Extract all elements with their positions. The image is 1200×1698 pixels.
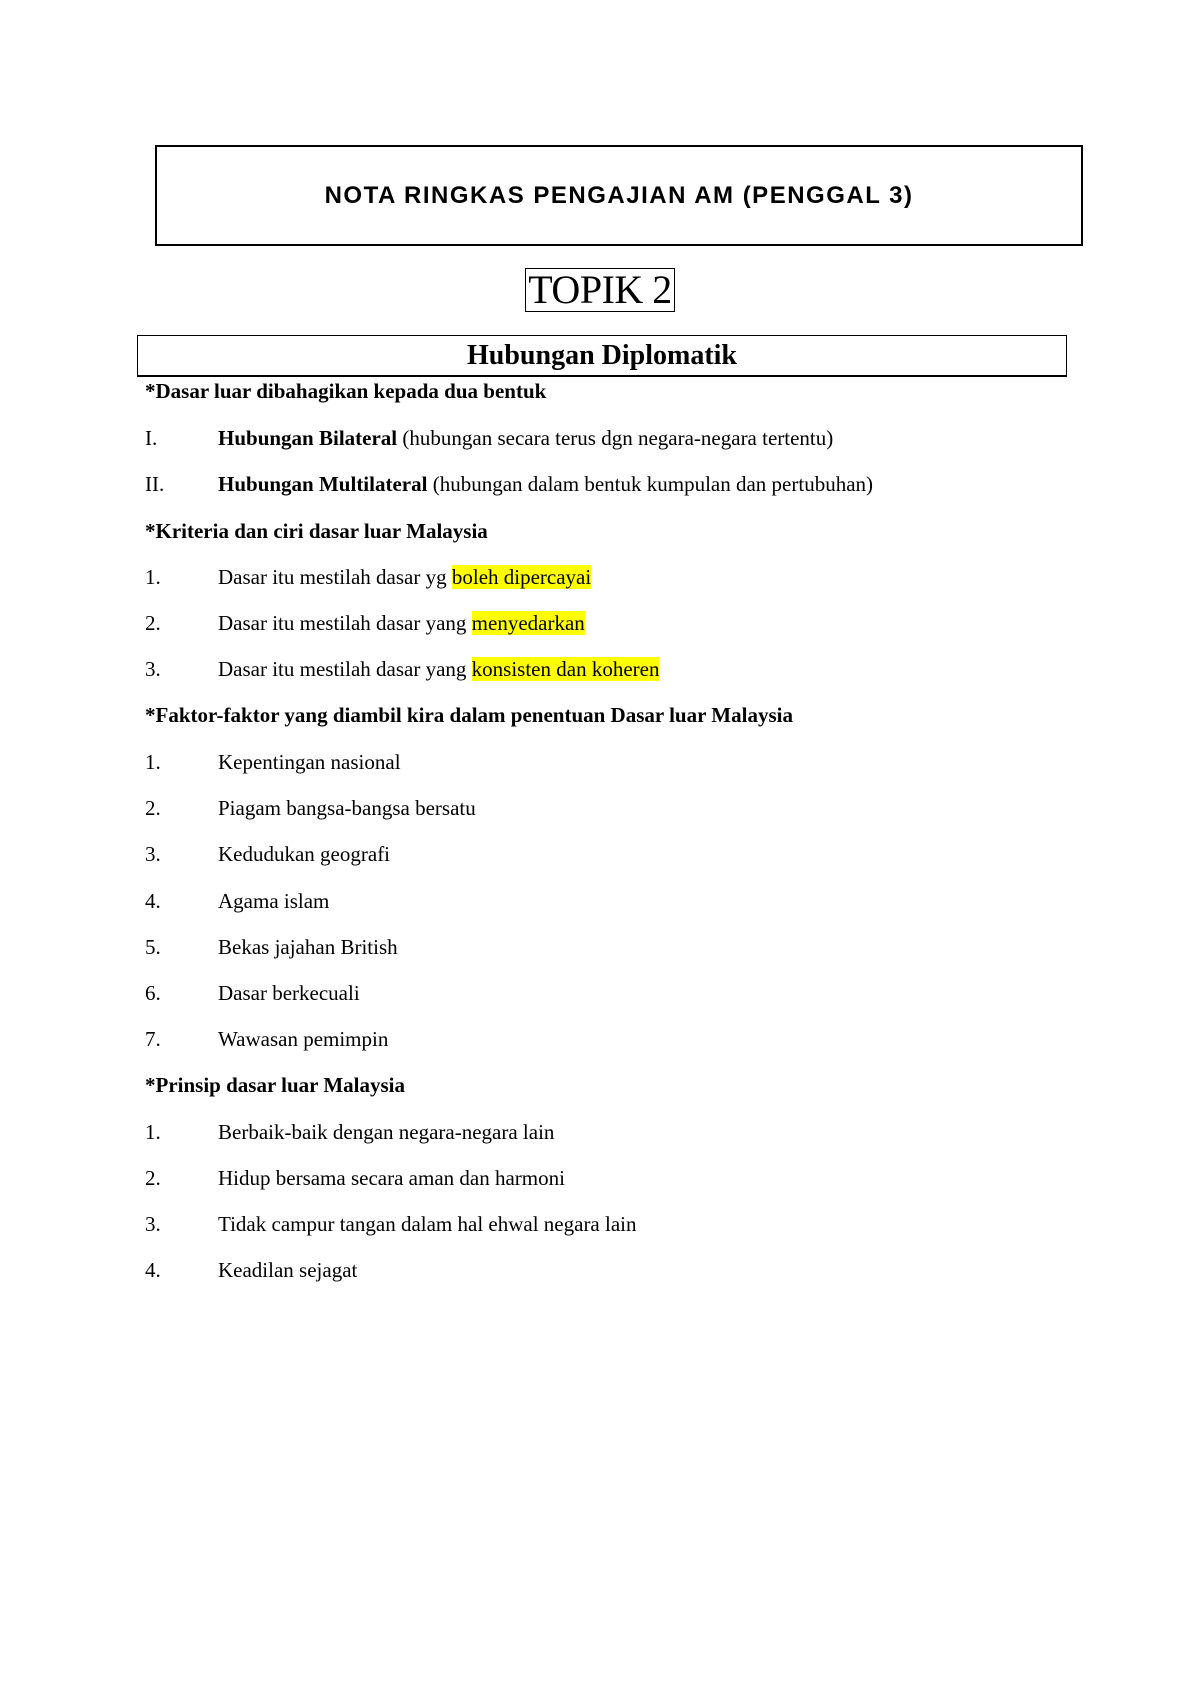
- list-text: Wawasan pemimpin: [218, 1027, 389, 1051]
- list-text-bold: Hubungan Bilateral: [218, 426, 398, 450]
- list-number: 2.: [145, 611, 161, 635]
- list-text: [218, 657, 659, 682]
- list-number: 1.: [145, 565, 161, 589]
- list-text: Hidup bersama secara aman dan harmoni: [218, 1166, 565, 1190]
- list-text: Kedudukan geografi: [218, 842, 391, 866]
- list-number: I.: [145, 426, 158, 450]
- list-text-rest: (hubungan dalam bentuk kumpulan dan pertubuhan): [427, 472, 874, 496]
- list-text-rest: (hubungan secara terus dgn negara-negara tertentu): [397, 426, 834, 450]
- list-text-plain: Dasar itu mestilah dasar yang: [218, 657, 472, 681]
- list-number: 2.: [145, 1166, 161, 1190]
- list-number: 4.: [145, 1258, 161, 1282]
- document-title: NOTA RINGKAS PENGAJIAN AM (PENGGAL 3): [324, 181, 914, 209]
- header-box: [155, 145, 1083, 246]
- section-heading-kriteria: *Kriteria dan ciri dasar luar Malaysia: [145, 519, 488, 543]
- highlighted-text: menyedarkan: [471, 611, 585, 635]
- section-heading-faktor: *Faktor-faktor yang diambil kira dalam penentuan Dasar luar Malaysia: [145, 703, 793, 727]
- highlighted-text: konsisten dan koheren: [471, 657, 660, 681]
- list-number: 1.: [145, 1120, 161, 1144]
- list-number: 3.: [145, 842, 161, 866]
- section-heading-prinsip: *Prinsip dasar luar Malaysia: [145, 1073, 406, 1097]
- list-text: Tidak campur tangan dalam hal ehwal negara lain: [218, 1212, 637, 1236]
- list-text: [218, 565, 591, 590]
- list-number: 5.: [145, 935, 161, 959]
- subject-title: Hubungan Diplomatik: [467, 339, 737, 371]
- list-number: 4.: [145, 889, 161, 913]
- topic-wrapper: [0, 268, 1200, 312]
- section-heading-bentuk: *Dasar luar dibahagikan kepada dua bentuk: [145, 379, 547, 403]
- list-number: 3.: [145, 657, 161, 681]
- list-text: Agama islam: [218, 889, 330, 913]
- list-text: Keadilan sejagat: [218, 1258, 358, 1282]
- list-text: Dasar berkecuali: [218, 981, 360, 1005]
- list-text-plain: Dasar itu mestilah dasar yg: [218, 565, 452, 589]
- list-text: [218, 611, 585, 636]
- list-number: 7.: [145, 1027, 161, 1051]
- list-text: [218, 426, 833, 451]
- list-text: Piagam bangsa-bangsa bersatu: [218, 796, 476, 820]
- list-number: 6.: [145, 981, 161, 1005]
- subject-box: [137, 335, 1067, 377]
- list-text: Bekas jajahan British: [218, 935, 398, 959]
- list-text-bold: Hubungan Multilateral: [218, 472, 428, 496]
- list-text: Berbaik-baik dengan negara-negara lain: [218, 1120, 555, 1144]
- list-number: 1.: [145, 750, 161, 774]
- list-number: II.: [145, 472, 165, 496]
- list-number: 2.: [145, 796, 161, 820]
- list-number: 3.: [145, 1212, 161, 1236]
- list-text-plain: Dasar itu mestilah dasar yang: [218, 611, 472, 635]
- highlighted-text: boleh dipercayai: [451, 565, 592, 589]
- topic-label: TOPIK 2: [525, 268, 675, 312]
- list-text: Kepentingan nasional: [218, 750, 401, 774]
- list-text: [218, 472, 873, 497]
